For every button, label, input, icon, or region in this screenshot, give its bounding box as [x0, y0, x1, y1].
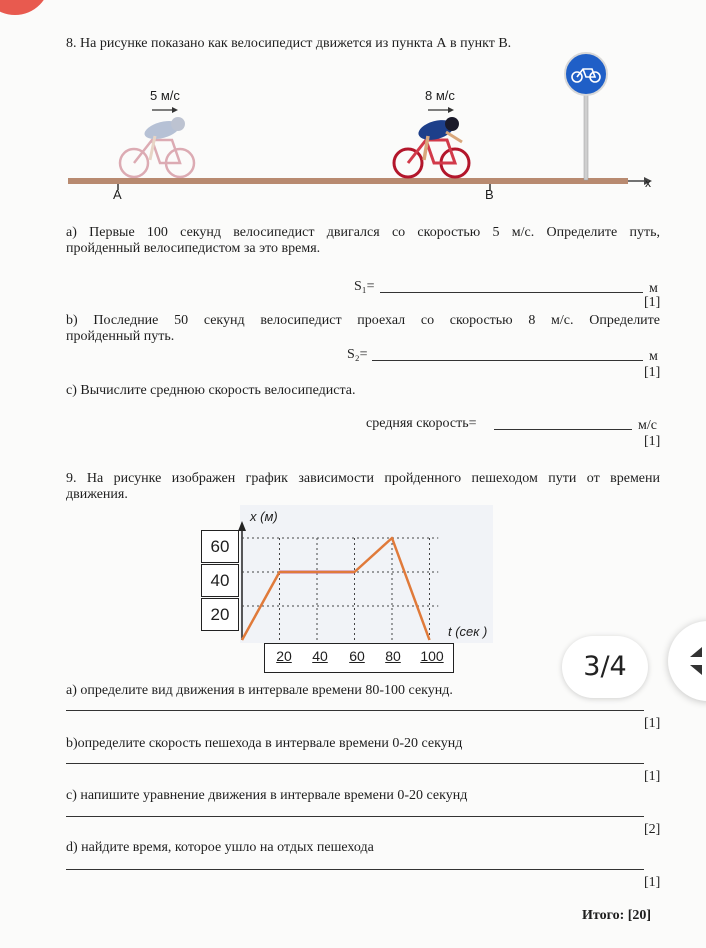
q8c-text: с) Вычислите среднюю скорость велосипедиста. [66, 383, 356, 398]
total-score: Итого: [20] [582, 908, 652, 923]
q9b-answer-line[interactable] [66, 763, 644, 764]
speed-label-right: 8 м/с [425, 88, 455, 103]
scroll-arrows-icon [668, 621, 706, 701]
q8a-unit: м [649, 281, 658, 296]
q9-text-line1: 9. На рисунке изображен график зависимости пройденного пешеходом пути от времени [66, 471, 660, 486]
q9c-points: [2] [644, 822, 661, 837]
q8b-s2-label: S₂= [347, 347, 368, 362]
speed-label-left: 5 м/с [150, 88, 180, 103]
x-tick-40: 40 [312, 648, 328, 664]
q9c-text: с) напишите уравнение движения в интервале времени 0-20 секунд [66, 788, 468, 803]
q8c-points: [1] [644, 434, 661, 449]
q8b-points: [1] [644, 365, 661, 380]
q9d-points: [1] [644, 875, 661, 890]
x-tick-20: 20 [276, 648, 292, 664]
scroll-button[interactable] [668, 621, 706, 701]
x-tick-80: 80 [385, 648, 401, 664]
chart-y-axis-arrow [238, 521, 246, 531]
q8c-unit: м/с [638, 418, 657, 433]
chart-series-line [242, 538, 430, 640]
q9a-answer-line[interactable] [66, 710, 644, 711]
chart-y-label: x (м) [250, 509, 278, 524]
point-b-label: B [485, 187, 494, 202]
axis-x-label: x [645, 176, 651, 190]
page-indicator [562, 636, 648, 698]
chart-x-label: t (сек ) [448, 624, 488, 639]
q9b-text: b)определите скорость пешехода в интервале времени 0-20 секунд [66, 736, 463, 751]
q9c-answer-line[interactable] [66, 816, 644, 817]
q8a-s1-label: S₁= [354, 279, 375, 294]
q9a-text: а) определите вид движения в интервале времени 80-100 секунд. [66, 683, 453, 698]
q8b-unit: м [649, 349, 658, 364]
q8b-text-line2: пройденный путь. [66, 329, 175, 344]
q8-title: 8. На рисунке показано как велосипедист движется из пункта А в пункт В. [66, 36, 512, 51]
page-indicator-text: 3/4 [583, 651, 627, 682]
y-tick-40: 40 [201, 564, 239, 597]
q8c-label: средняя скорость= [366, 416, 477, 431]
q8a-text-line2: пройденный велосипедистом за это время. [66, 241, 321, 256]
q9a-points: [1] [644, 716, 661, 731]
q8b-text-line1: b) Последние 50 секунд велосипедист проехал со скоростью 8 м/с. Определите [66, 313, 660, 328]
q9b-points: [1] [644, 769, 661, 784]
q8a-points: [1] [644, 295, 661, 310]
y-tick-60: 60 [201, 530, 239, 563]
q8a-text-line1: а) Первые 100 секунд велосипедист двигался со скоростью 5 м/с. Определите путь, [66, 225, 660, 240]
q9-text-line2: движения. [66, 487, 128, 502]
y-tick-20: 20 [201, 598, 239, 631]
q9d-text: d) найдите время, которое ушло на отдых пешехода [66, 840, 374, 855]
x-tick-100: 100 [420, 648, 444, 664]
x-tick-60: 60 [349, 648, 365, 664]
point-a-label: A [113, 187, 122, 202]
q9d-answer-line[interactable] [66, 869, 644, 870]
